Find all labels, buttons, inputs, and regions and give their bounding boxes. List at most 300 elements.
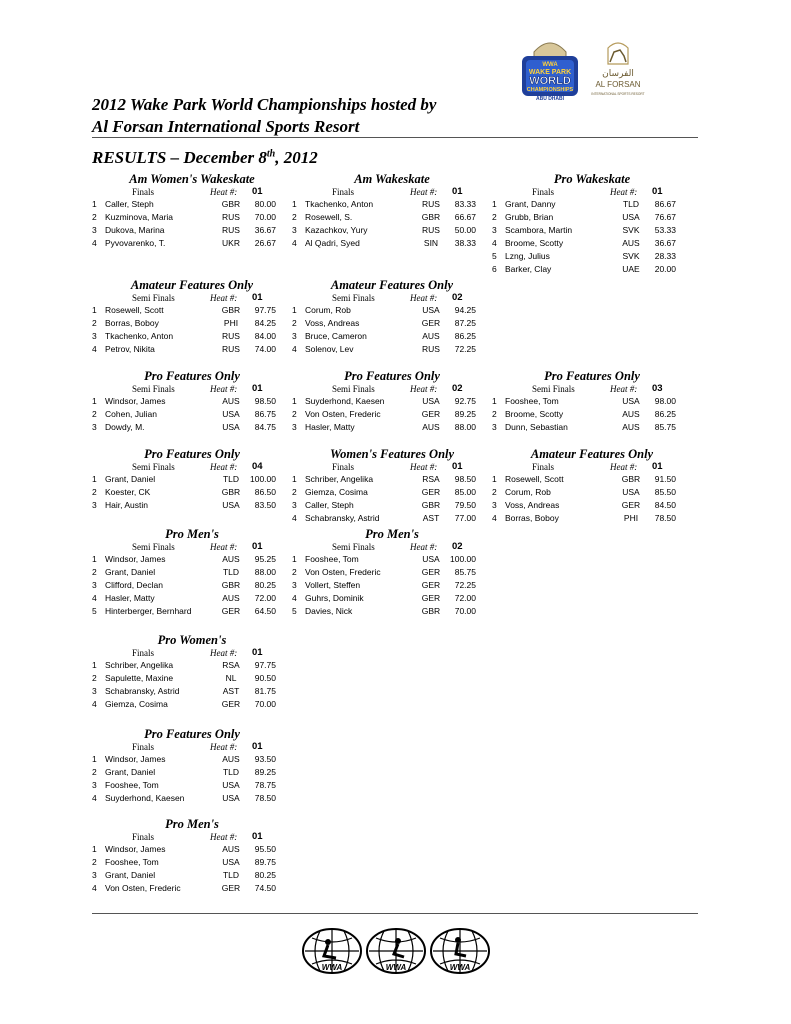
athlete-name: Windsor, James xyxy=(105,396,166,406)
country-code: GER xyxy=(421,318,441,328)
score: 76.67 xyxy=(654,212,676,222)
athlete-name: Tkachenko, Anton xyxy=(305,199,374,209)
result-row xyxy=(492,237,682,250)
score: 86.75 xyxy=(254,409,276,419)
result-row xyxy=(92,766,282,779)
rank: 2 xyxy=(292,318,297,328)
results-block xyxy=(92,727,282,805)
country-code: USA xyxy=(222,409,240,419)
results-block xyxy=(492,447,682,525)
result-row xyxy=(92,579,282,592)
athlete-name: Solenov, Lev xyxy=(305,344,354,354)
phase-label: Finals xyxy=(532,187,555,197)
result-row xyxy=(492,263,682,276)
result-row xyxy=(292,421,482,434)
athlete-name: Rosewell, Scott xyxy=(505,474,564,484)
score: 86.67 xyxy=(654,199,676,209)
athlete-name: Suyderhond, Kaesen xyxy=(305,396,385,406)
country-code: USA xyxy=(222,793,240,803)
result-row xyxy=(92,882,282,895)
country-code: GBR xyxy=(221,199,241,209)
athlete-name: Hasler, Matty xyxy=(105,593,155,603)
athlete-name: Pyvovarenko, T. xyxy=(105,238,166,248)
phase-label: Finals xyxy=(332,462,355,472)
heat-number: 01 xyxy=(252,186,263,197)
svg-text:WWA: WWA xyxy=(321,963,343,972)
score: 72.00 xyxy=(254,593,276,603)
block-title: Pro Men's xyxy=(365,527,419,541)
rank: 2 xyxy=(292,567,297,577)
athlete-name: Davies, Nick xyxy=(305,606,353,616)
block-subheader xyxy=(92,541,282,553)
result-row xyxy=(92,395,282,408)
score: 85.50 xyxy=(654,487,676,497)
result-row xyxy=(292,605,482,618)
country-code: USA xyxy=(622,396,640,406)
results-block xyxy=(292,527,482,618)
heat-label: Heat #: xyxy=(610,462,638,472)
rank: 2 xyxy=(92,212,97,222)
rank: 4 xyxy=(92,238,97,248)
country-code: USA xyxy=(222,500,240,510)
country-code: AUS xyxy=(222,554,240,564)
athlete-name: Lzng, Julius xyxy=(505,251,550,261)
phase-label: Semi Finals xyxy=(132,293,175,303)
country-code: GER xyxy=(221,606,241,616)
score: 89.25 xyxy=(254,767,276,777)
rank: 2 xyxy=(92,857,97,867)
rank: 1 xyxy=(292,474,297,484)
country-code: RUS xyxy=(222,344,240,354)
block-subheader xyxy=(92,741,282,753)
rank: 2 xyxy=(292,487,297,497)
rank: 4 xyxy=(92,344,97,354)
block-subheader xyxy=(292,292,482,304)
block-title: Am Wakeskate xyxy=(354,172,430,186)
athlete-name: Clifford, Declan xyxy=(105,580,163,590)
rank: 2 xyxy=(92,318,97,328)
results-block xyxy=(492,172,682,276)
country-code: RSA xyxy=(422,474,440,484)
heat-number: 04 xyxy=(252,461,263,472)
heat-label: Heat #: xyxy=(210,384,238,394)
country-code: GER xyxy=(221,699,241,709)
score: 64.50 xyxy=(254,606,276,616)
phase-label: Semi Finals xyxy=(332,384,375,394)
result-row xyxy=(92,486,282,499)
country-code: RUS xyxy=(222,331,240,341)
result-row xyxy=(492,499,682,512)
score: 100.00 xyxy=(250,474,276,484)
country-code: USA xyxy=(222,857,240,867)
score: 38.33 xyxy=(454,238,476,248)
athlete-name: Grant, Daniel xyxy=(105,567,156,577)
country-code: GER xyxy=(421,409,441,419)
rank: 1 xyxy=(292,199,297,209)
wwa-globe-logo-3 xyxy=(428,926,492,976)
country-code: GER xyxy=(221,883,241,893)
country-code: USA xyxy=(422,305,440,315)
result-row xyxy=(92,408,282,421)
rank: 1 xyxy=(292,305,297,315)
country-code: AUS xyxy=(422,331,440,341)
block-subheader xyxy=(92,831,282,843)
country-code: SVK xyxy=(622,225,640,235)
result-row xyxy=(92,237,282,250)
results-block xyxy=(292,447,482,525)
heat-label: Heat #: xyxy=(210,462,238,472)
page-title-line-1: 2012 Wake Park World Championships hosted by xyxy=(92,95,437,114)
rank: 3 xyxy=(492,500,497,510)
athlete-name: Al Qadri, Syed xyxy=(305,238,360,248)
athlete-name: Fooshee, Tom xyxy=(105,780,159,790)
athlete-name: Windsor, James xyxy=(105,554,166,564)
rank: 1 xyxy=(292,554,297,564)
heat-number: 01 xyxy=(652,186,663,197)
block-title: Pro Women's xyxy=(157,633,227,647)
score: 36.67 xyxy=(654,238,676,248)
rank: 3 xyxy=(292,422,297,432)
athlete-name: Rosewell, Scott xyxy=(105,305,164,315)
block-subheader xyxy=(92,292,282,304)
rank: 4 xyxy=(492,238,497,248)
athlete-name: Dukova, Marina xyxy=(105,225,165,235)
score: 66.67 xyxy=(454,212,476,222)
rank: 3 xyxy=(92,225,97,235)
score: 72.25 xyxy=(454,580,476,590)
athlete-name: Corum, Rob xyxy=(305,305,351,315)
athlete-name: Von Osten, Frederic xyxy=(305,567,381,577)
svg-text:ABU DHABI: ABU DHABI xyxy=(535,96,565,102)
block-subheader xyxy=(292,541,482,553)
athlete-name: Broome, Scotty xyxy=(505,238,564,248)
athlete-name: Grant, Danny xyxy=(505,199,556,209)
country-code: UAE xyxy=(622,264,640,274)
phase-label: Finals xyxy=(132,742,155,752)
rank: 5 xyxy=(92,606,97,616)
country-code: TLD xyxy=(222,567,240,577)
country-code: RSA xyxy=(222,660,240,670)
country-code: GBR xyxy=(221,580,241,590)
country-code: USA xyxy=(422,396,440,406)
score: 80.25 xyxy=(254,870,276,880)
country-code: GBR xyxy=(421,500,441,510)
score: 72.00 xyxy=(454,593,476,603)
country-code: USA xyxy=(622,487,640,497)
athlete-name: Kuzminova, Maria xyxy=(105,212,174,222)
results-block xyxy=(292,369,482,434)
svg-text:WWA: WWA xyxy=(542,62,558,68)
athlete-name: Grant, Daniel xyxy=(105,870,156,880)
results-block xyxy=(292,172,482,250)
heat-number: 02 xyxy=(452,383,463,394)
block-title: Pro Features Only xyxy=(344,369,440,383)
rank: 3 xyxy=(92,422,97,432)
result-row xyxy=(92,856,282,869)
heat-number: 01 xyxy=(452,461,463,472)
country-code: USA xyxy=(622,212,640,222)
athlete-name: Grant, Daniel xyxy=(105,474,156,484)
country-code: TLD xyxy=(222,870,240,880)
country-code: TLD xyxy=(622,199,640,209)
rank: 3 xyxy=(292,580,297,590)
country-code: PHI xyxy=(223,318,239,328)
country-code: AUS xyxy=(222,396,240,406)
athlete-name: Schabransky, Astrid xyxy=(305,513,380,523)
phase-label: Finals xyxy=(132,187,155,197)
result-row xyxy=(492,473,682,486)
score: 77.00 xyxy=(454,513,476,523)
results-block xyxy=(292,278,482,356)
score: 86.25 xyxy=(454,331,476,341)
result-row xyxy=(492,224,682,237)
athlete-name: Corum, Rob xyxy=(505,487,551,497)
country-code: AST xyxy=(222,686,240,696)
athlete-name: Broome, Scotty xyxy=(505,409,564,419)
svg-text:WORLD: WORLD xyxy=(529,75,571,87)
country-code: SIN xyxy=(423,238,439,248)
score: 87.25 xyxy=(454,318,476,328)
result-row xyxy=(292,395,482,408)
athlete-name: Borras, Boboy xyxy=(105,318,159,328)
rank: 3 xyxy=(92,870,97,880)
result-row xyxy=(492,211,682,224)
block-title: Am Women's Wakeskate xyxy=(129,172,255,186)
country-code: RUS xyxy=(422,199,440,209)
result-row xyxy=(492,512,682,525)
score: 97.75 xyxy=(254,660,276,670)
heat-label: Heat #: xyxy=(410,542,438,552)
result-row xyxy=(492,421,682,434)
result-row xyxy=(92,304,282,317)
score: 89.25 xyxy=(454,409,476,419)
score: 86.25 xyxy=(654,409,676,419)
heat-label: Heat #: xyxy=(210,293,238,303)
results-block xyxy=(492,369,682,434)
rank: 3 xyxy=(292,225,297,235)
phase-label: Semi Finals xyxy=(332,542,375,552)
country-code: GER xyxy=(421,567,441,577)
result-row xyxy=(92,553,282,566)
rank: 1 xyxy=(492,199,497,209)
phase-label: Semi Finals xyxy=(132,462,175,472)
country-code: AUS xyxy=(222,844,240,854)
phase-label: Semi Finals xyxy=(332,293,375,303)
athlete-name: Caller, Steph xyxy=(305,500,354,510)
score: 84.25 xyxy=(254,318,276,328)
score: 84.50 xyxy=(654,500,676,510)
block-subheader xyxy=(292,461,482,473)
country-code: AUS xyxy=(222,754,240,764)
score: 78.50 xyxy=(254,793,276,803)
country-code: USA xyxy=(222,780,240,790)
heat-label: Heat #: xyxy=(210,832,238,842)
score: 74.00 xyxy=(254,344,276,354)
result-row xyxy=(92,198,282,211)
result-row xyxy=(92,343,282,356)
score: 100.00 xyxy=(450,554,476,564)
result-row xyxy=(92,792,282,805)
country-code: GER xyxy=(621,500,641,510)
score: 79.50 xyxy=(454,500,476,510)
result-row xyxy=(92,317,282,330)
result-row xyxy=(492,250,682,263)
result-row xyxy=(292,512,482,525)
score: 53.33 xyxy=(654,225,676,235)
athlete-name: Schriber, Angelika xyxy=(305,474,374,484)
heat-label: Heat #: xyxy=(210,187,238,197)
country-code: SVK xyxy=(622,251,640,261)
block-title: Pro Wakeskate xyxy=(553,172,631,186)
athlete-name: Voss, Andreas xyxy=(505,500,560,510)
score: 88.00 xyxy=(454,422,476,432)
score: 72.25 xyxy=(454,344,476,354)
score: 85.75 xyxy=(654,422,676,432)
result-row xyxy=(92,869,282,882)
score: 84.75 xyxy=(254,422,276,432)
results-block xyxy=(92,447,282,512)
rank: 3 xyxy=(292,500,297,510)
score: 86.50 xyxy=(254,487,276,497)
block-subheader xyxy=(292,186,482,198)
result-row xyxy=(92,685,282,698)
score: 83.33 xyxy=(454,199,476,209)
result-row xyxy=(292,211,482,224)
heat-number: 01 xyxy=(252,831,263,842)
heat-label: Heat #: xyxy=(410,462,438,472)
result-row xyxy=(492,486,682,499)
heat-label: Heat #: xyxy=(610,384,638,394)
heat-label: Heat #: xyxy=(610,187,638,197)
score: 74.50 xyxy=(254,883,276,893)
rank: 2 xyxy=(292,212,297,222)
rank: 3 xyxy=(492,225,497,235)
rank: 1 xyxy=(92,660,97,670)
result-row xyxy=(492,198,682,211)
svg-text:CHAMPIONSHIPS: CHAMPIONSHIPS xyxy=(526,87,574,93)
score: 93.50 xyxy=(254,754,276,764)
result-row xyxy=(92,211,282,224)
phase-label: Finals xyxy=(532,462,555,472)
athlete-name: Scambora, Martin xyxy=(505,225,573,235)
country-code: RUS xyxy=(422,225,440,235)
athlete-name: Bruce, Cameron xyxy=(305,331,367,341)
rank: 3 xyxy=(92,500,97,510)
result-row xyxy=(292,304,482,317)
result-row xyxy=(292,592,482,605)
score: 80.00 xyxy=(254,199,276,209)
heat-number: 03 xyxy=(652,383,663,394)
result-row xyxy=(92,672,282,685)
athlete-name: Fooshee, Tom xyxy=(305,554,359,564)
heat-number: 02 xyxy=(452,292,463,303)
athlete-name: Voss, Andreas xyxy=(305,318,360,328)
score: 98.50 xyxy=(454,474,476,484)
athlete-name: Grant, Daniel xyxy=(105,767,156,777)
score: 70.00 xyxy=(254,212,276,222)
results-block xyxy=(92,369,282,434)
result-row xyxy=(292,317,482,330)
rank: 6 xyxy=(492,264,497,274)
score: 98.50 xyxy=(254,396,276,406)
result-row xyxy=(92,592,282,605)
score: 95.50 xyxy=(254,844,276,854)
score: 85.00 xyxy=(454,487,476,497)
country-code: TLD xyxy=(222,474,240,484)
athlete-name: Fooshee, Tom xyxy=(505,396,559,406)
score: 92.75 xyxy=(454,396,476,406)
score: 36.67 xyxy=(254,225,276,235)
result-row xyxy=(292,343,482,356)
results-block xyxy=(92,172,282,250)
athlete-name: Rosewell, S. xyxy=(305,212,353,222)
rank: 1 xyxy=(92,844,97,854)
rank: 2 xyxy=(92,567,97,577)
score: 94.25 xyxy=(454,305,476,315)
phase-label: Semi Finals xyxy=(532,384,575,394)
result-row xyxy=(292,579,482,592)
rank: 3 xyxy=(92,686,97,696)
country-code: USA xyxy=(222,422,240,432)
rank: 2 xyxy=(92,767,97,777)
rank: 3 xyxy=(92,780,97,790)
phase-label: Finals xyxy=(132,832,155,842)
result-row xyxy=(292,198,482,211)
rank: 2 xyxy=(492,409,497,419)
score: 83.50 xyxy=(254,500,276,510)
result-row xyxy=(292,473,482,486)
block-title: Amateur Features Only xyxy=(130,278,254,292)
heat-label: Heat #: xyxy=(210,542,238,552)
result-row xyxy=(292,499,482,512)
rank: 2 xyxy=(92,673,97,683)
country-code: TLD xyxy=(222,767,240,777)
country-code: AUS xyxy=(622,422,640,432)
score: 78.50 xyxy=(654,513,676,523)
block-subheader xyxy=(292,383,482,395)
athlete-name: Caller, Steph xyxy=(105,199,154,209)
score: 91.50 xyxy=(654,474,676,484)
rank: 2 xyxy=(492,487,497,497)
result-row xyxy=(92,330,282,343)
athlete-name: Giemza, Cosima xyxy=(105,699,168,709)
block-title: Pro Men's xyxy=(165,817,219,831)
phase-label: Semi Finals xyxy=(132,542,175,552)
heat-label: Heat #: xyxy=(410,187,438,197)
page-title-line-2: Al Forsan International Sports Resort xyxy=(92,117,360,136)
country-code: GBR xyxy=(421,606,441,616)
country-code: GER xyxy=(421,487,441,497)
results-block xyxy=(92,633,282,711)
country-code: USA xyxy=(422,554,440,564)
rank: 4 xyxy=(92,699,97,709)
country-code: AUS xyxy=(622,238,640,248)
rank: 4 xyxy=(292,513,297,523)
rank: 1 xyxy=(92,554,97,564)
score: 90.50 xyxy=(254,673,276,683)
rank: 1 xyxy=(92,474,97,484)
result-row xyxy=(92,421,282,434)
result-row xyxy=(292,408,482,421)
country-code: RUS xyxy=(422,344,440,354)
result-row xyxy=(92,605,282,618)
athlete-name: Windsor, James xyxy=(105,754,166,764)
score: 97.75 xyxy=(254,305,276,315)
heat-number: 01 xyxy=(452,186,463,197)
athlete-name: Dowdy, M. xyxy=(105,422,145,432)
rank: 4 xyxy=(292,593,297,603)
country-code: GBR xyxy=(421,212,441,222)
